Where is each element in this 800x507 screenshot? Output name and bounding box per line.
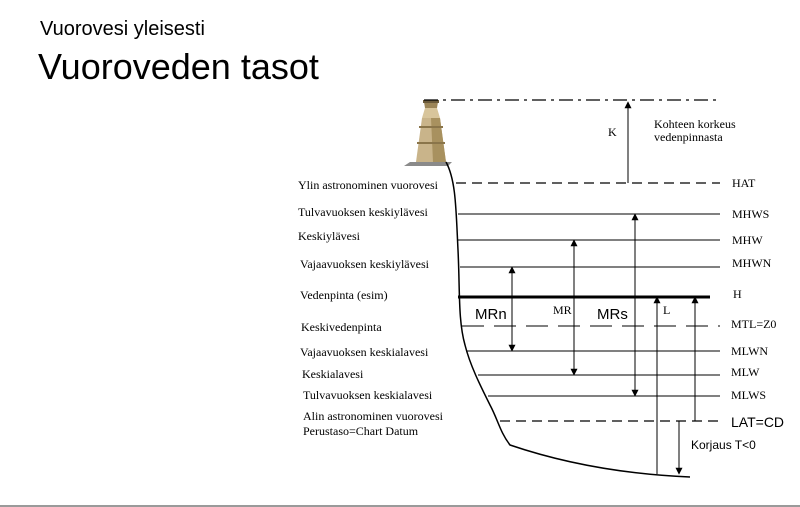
mlw-name: Keskialavesi: [302, 367, 364, 381]
mlwn-code: MLWN: [731, 344, 769, 358]
mrs-label: MRs: [597, 306, 628, 323]
slide-title: Vuoroveden tasot: [38, 46, 319, 87]
mhwn-code: MHWN: [732, 256, 772, 270]
lat-name-2: Perustaso=Chart Datum: [303, 424, 419, 438]
mlwn-name: Vajaavuoksen keskialavesi: [300, 345, 429, 359]
mlws-name: Tulvavuoksen keskialavesi: [303, 388, 433, 402]
mhw-name: Keskiylävesi: [298, 229, 360, 243]
lighthouse-icon: [404, 100, 452, 166]
object-height-label-1: Kohteen korkeus: [654, 117, 736, 131]
mlw-code: MLW: [731, 365, 760, 379]
mhws-name: Tulvavuoksen keskiylävesi: [298, 205, 428, 219]
mlws-code: MLWS: [731, 388, 767, 402]
mtl-code: MTL=Z0: [731, 317, 777, 331]
correction-label: Korjaus T<0: [691, 438, 756, 452]
k-label: K: [608, 125, 617, 139]
mtl-name: Keskivedenpinta: [301, 320, 382, 334]
lat-code: LAT=CD: [731, 414, 785, 430]
mhwn-name: Vajaavuoksen keskiylävesi: [300, 257, 429, 271]
mhws-code: MHWS: [732, 207, 770, 221]
l-label: L: [663, 303, 671, 317]
lat-name-1: Alin astronominen vuorovesi: [303, 409, 443, 423]
object-height-label-2: vedenpinnasta: [654, 130, 723, 144]
slide-subtitle: Vuorovesi yleisesti: [40, 18, 205, 40]
mhw-code: MHW: [732, 233, 763, 247]
h-code: H: [733, 287, 742, 301]
hat-name: Ylin astronominen vuorovesi: [298, 178, 438, 192]
mrn-label: MRn: [475, 306, 507, 323]
h-name: Vedenpinta (esim): [300, 288, 388, 302]
hat-code: HAT: [732, 176, 756, 190]
mr-label: MR: [553, 303, 572, 317]
